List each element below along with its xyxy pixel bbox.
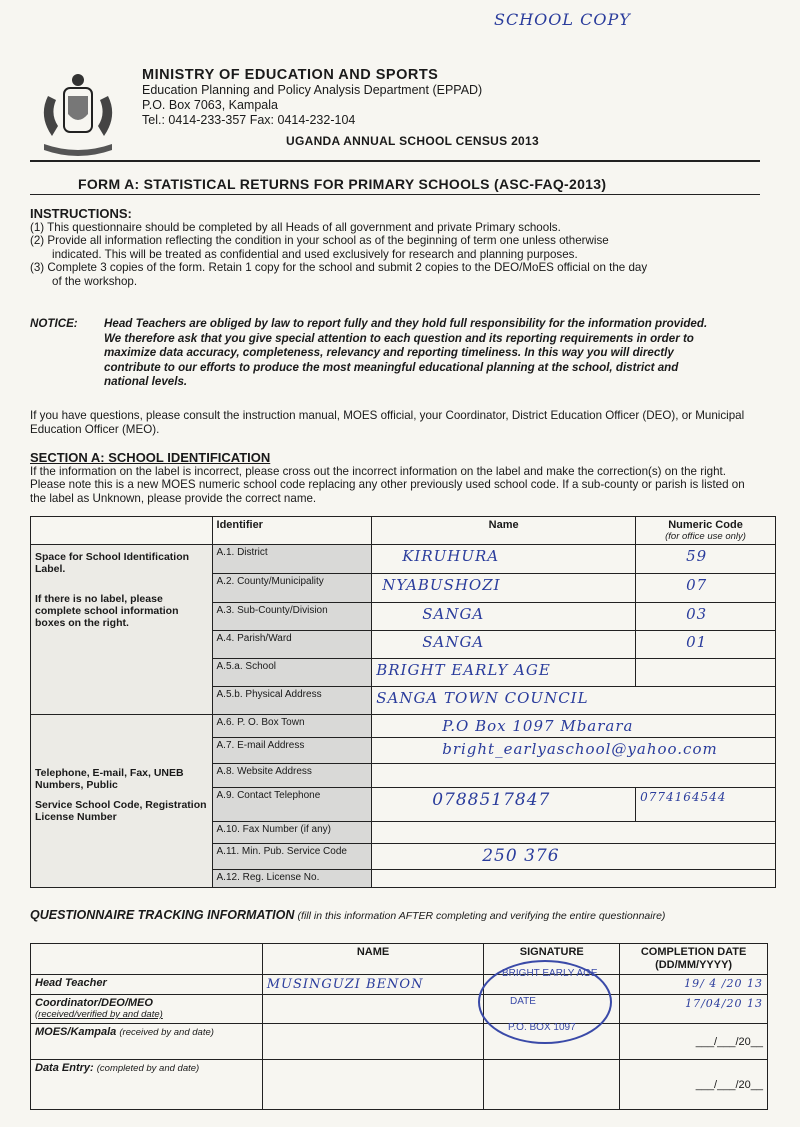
tracking-col-name: NAME xyxy=(262,944,484,975)
row-label: A.6. P. O. Box Town xyxy=(212,715,372,738)
district-code-field[interactable]: 59 xyxy=(636,545,776,574)
tracking-corner xyxy=(31,944,263,975)
tracking-role: Data Entry: (completed by and date) xyxy=(31,1060,263,1110)
row-label: A.2. County/Municipality xyxy=(212,574,372,603)
tracking-name-field[interactable] xyxy=(262,1024,484,1060)
instruction-item: (2) Provide all information reflecting the condition in your school as of the beginning of term one unless otherwise xyxy=(30,234,609,247)
subcounty-field[interactable]: SANGA xyxy=(372,603,636,631)
email-field[interactable]: bright_earlyaschool@yahoo.com xyxy=(372,738,776,764)
divider xyxy=(30,194,760,195)
school-code-field[interactable] xyxy=(636,659,776,687)
section-a-text: If the information on the label is incorrect, please cross out the incorrect information on the label and make the correction(s) on the right. Please note this is a new MOES numeric school code replacing any other previously used school code. If a sub-county or parish is listed on the label as Unknown, please provide the correct name. xyxy=(30,464,745,505)
po-box: P.O. Box 7063, Kampala xyxy=(142,98,278,112)
school-name-field[interactable]: BRIGHT EARLY AGE xyxy=(372,659,636,687)
tracking-role: Head Teacher xyxy=(31,975,263,995)
tracking-intro xyxy=(30,908,750,923)
tracking-name-field[interactable] xyxy=(262,995,484,1024)
row-label: A.4. Parish/Ward xyxy=(212,631,372,659)
school-stamp xyxy=(478,960,612,1044)
notice-block xyxy=(30,317,736,390)
coat-of-arms-logo xyxy=(28,66,128,162)
tracking-heading: QUESTIONNAIRE TRACKING INFORMATION xyxy=(30,908,295,922)
row-label: A.10. Fax Number (if any) xyxy=(212,822,372,844)
pub-service-code-field[interactable]: 250 376 xyxy=(372,844,776,870)
department-name: Education Planning and Policy Analysis Department (EPPAD) xyxy=(142,83,483,97)
tracking-date-field[interactable]: ___/___/20__ xyxy=(620,1060,768,1110)
tracking-signature-field[interactable] xyxy=(484,1060,620,1110)
col-identifier: Identifier xyxy=(212,517,372,545)
section-a-heading: SECTION A: SCHOOL IDENTIFICATION xyxy=(30,450,271,465)
county-field[interactable]: NYABUSHOZI xyxy=(372,574,636,603)
row-label: A.11. Min. Pub. Service Code xyxy=(212,844,372,870)
contact-side-label xyxy=(31,715,213,888)
tracking-col-date: COMPLETION DATE xyxy=(640,946,747,958)
row-label: A.9. Contact Telephone xyxy=(212,788,372,822)
divider xyxy=(30,160,760,162)
phone-field-2[interactable]: 0774164544 xyxy=(636,788,776,822)
phone-field[interactable]: 0788517847 xyxy=(372,788,636,822)
instruction-item: indicated. This will be treated as confidential and used exclusively for research and planning purposes. xyxy=(52,247,578,261)
questions-text: If you have questions, please consult the instruction manual, MOES official, your Coordinator, District Education Officer (DEO), or Municipal Education Officer (MEO). xyxy=(30,409,745,436)
col-name: Name xyxy=(372,517,636,545)
census-title: UGANDA ANNUAL SCHOOL CENSUS 2013 xyxy=(286,134,539,148)
physical-address-field[interactable]: SANGA TOWN COUNCIL xyxy=(372,687,776,715)
parish-code-field[interactable]: 01 xyxy=(636,631,776,659)
col-code-note: (for office use only) xyxy=(665,531,746,542)
tracking-col-signature: SIGNATURE xyxy=(484,944,620,975)
tracking-role: MOES/Kampala (received by and date) xyxy=(31,1024,263,1060)
school-identification-table xyxy=(30,516,776,888)
row-label: A.1. District xyxy=(212,545,372,574)
fax-field[interactable] xyxy=(372,822,776,844)
tracking-date-field[interactable]: ___/___/20__ xyxy=(620,1024,768,1060)
row-label: A.5.a. School xyxy=(212,659,372,687)
row-label: A.7. E-mail Address xyxy=(212,738,372,764)
tracking-name-field[interactable]: MUSINGUZI BENON xyxy=(262,975,484,995)
tracking-col-date-fmt: (DD/MM/YYYY) xyxy=(655,959,733,971)
tracking-note: (fill in this information AFTER completing and verifying the entire questionnaire) xyxy=(297,910,666,922)
copy-label: SCHOOL COPY xyxy=(494,10,631,29)
tracking-col-date-header xyxy=(620,944,768,975)
tracking-table xyxy=(30,943,768,1110)
stamp-bottom-text: P.O. BOX 1097 xyxy=(508,1022,576,1033)
contact-side-text-b: Service School Code, Registration License Number xyxy=(35,799,207,823)
tracking-role: Coordinator/DEO/MEO (received/verified by and date) xyxy=(31,995,263,1024)
section-a-intro xyxy=(30,451,750,505)
ministry-title: MINISTRY OF EDUCATION AND SPORTS xyxy=(142,67,439,83)
tracking-name-field[interactable] xyxy=(262,1060,484,1110)
county-code-field[interactable]: 07 xyxy=(636,574,776,603)
notice-label: NOTICE: xyxy=(30,317,78,330)
row-label: A.8. Website Address xyxy=(212,764,372,788)
row-label: A.5.b. Physical Address xyxy=(212,687,372,715)
table-corner xyxy=(31,517,213,545)
stamp-mid-text: DATE xyxy=(510,996,536,1007)
id-label-text-b: If there is no label, please complete school information boxes on the right. xyxy=(35,593,179,629)
instructions-block xyxy=(30,207,750,288)
tracking-date-field[interactable]: 19/ 4 /20 13 xyxy=(620,975,768,995)
reg-license-field[interactable] xyxy=(372,870,776,888)
id-label-space xyxy=(31,545,213,715)
row-label: A.12. Reg. License No. xyxy=(212,870,372,888)
instruction-item: (1) This questionnaire should be completed by all Heads of all government and private Primary schools. xyxy=(30,220,561,234)
website-field[interactable] xyxy=(372,764,776,788)
col-code-header xyxy=(636,517,776,545)
instruction-item: (3) Complete 3 copies of the form. Retain 1 copy for the school and submit 2 copies to the DEO/MoES official on the day xyxy=(30,261,648,274)
id-label-text-a: Space for School Identification Label. xyxy=(35,551,190,575)
form-title: FORM A: STATISTICAL RETURNS FOR PRIMARY SCHOOLS (ASC-FAQ-2013) xyxy=(78,176,607,192)
row-label: A.3. Sub-County/Division xyxy=(212,603,372,631)
notice-text: Head Teachers are obliged by law to report fully and they hold full responsibility for the information provided. We therefore ask that you give special attention to each question and its reporting requirements in order to maximize data accuracy, completeness, relevancy and reporting timeliness. In this way you will directly contribute to our efforts to produce the most meaningful educational planning at the school, district and national levels. xyxy=(104,317,708,388)
tracking-date-field[interactable]: 17/04/20 13 xyxy=(620,995,768,1024)
contact-side-text-a: Telephone, E-mail, Fax, UNEB Numbers, Public xyxy=(35,767,184,791)
parish-field[interactable]: SANGA xyxy=(372,631,636,659)
po-box-field[interactable]: P.O Box 1097 Mbarara xyxy=(372,715,776,738)
tel-fax: Tel.: 0414-233-357 Fax: 0414-232-104 xyxy=(142,113,356,127)
district-field[interactable]: KIRUHURA xyxy=(372,545,636,574)
ministry-header xyxy=(142,68,482,128)
instruction-item: of the workshop. xyxy=(52,274,138,288)
col-code: Numeric Code xyxy=(668,519,743,531)
stamp-top-text: BRIGHT EARLY AGE xyxy=(502,968,598,979)
instructions-heading: INSTRUCTIONS: xyxy=(30,206,132,221)
subcounty-code-field[interactable]: 03 xyxy=(636,603,776,631)
